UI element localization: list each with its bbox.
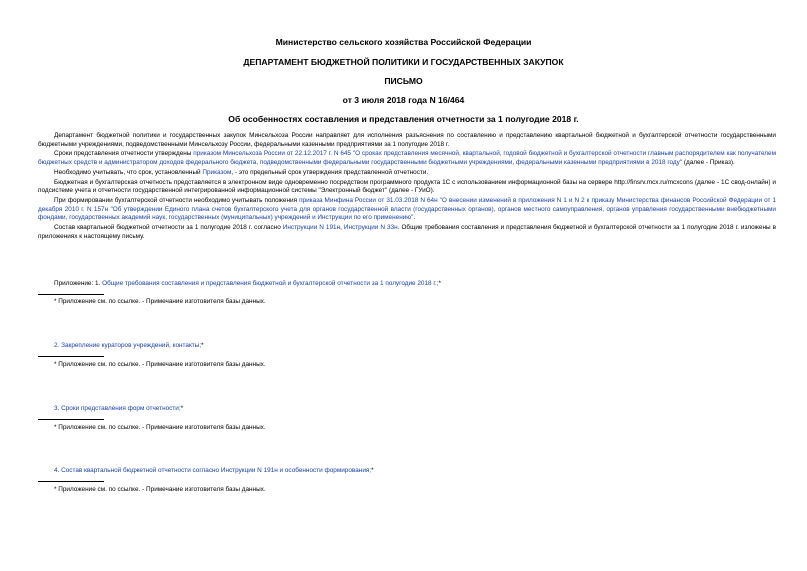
appendix-2-link[interactable]: 2. Закрепление кураторов учреждений, контакты; bbox=[54, 342, 202, 349]
paragraph-text: . Общие требования составления и представления бюджетной и бухгалтерской отчетности за 1 полугодие 2018 г. изложены в приложениях к настоящему письму. bbox=[38, 224, 776, 240]
footnote-marker: * bbox=[371, 467, 374, 474]
paragraph-text: Сроки представления отчетности утверждены bbox=[54, 150, 194, 158]
department-title: ДЕПАРТАМЕНТ БЮДЖЕТНОЙ ПОЛИТИКИ И ГОСУДАРСТВЕННЫХ ЗАКУПОК bbox=[243, 57, 564, 67]
paragraph-deadline-note bbox=[38, 169, 776, 178]
footnote-2: * Приложение см. по ссылке. - Примечание изготовителя базы данных. bbox=[54, 361, 266, 368]
paragraph-text: . bbox=[413, 214, 416, 222]
paragraph-text: (далее - Приказ). bbox=[682, 159, 735, 167]
order-link[interactable]: Приказом bbox=[202, 168, 232, 176]
instruction-33n-link[interactable]: Инструкции N 33н bbox=[343, 224, 398, 232]
footnote-3: * Приложение см. по ссылке. - Примечание изготовителя базы данных. bbox=[54, 424, 266, 431]
paragraph-intro: Департамент бюджетной политики и государственных закупок Минсельхоза России направляет для исполнения разъяснения по составлению и представлению квартальной бюджетной и бухгалтерской отчетности государственными бюджетными учреждениями, подведомственными Минсельхозу России, федеральными казенными предприятиями за 1 полугодие 2018 г. bbox=[38, 132, 776, 148]
paragraph-text: Необходимо учитывать, что срок, установленный bbox=[54, 168, 203, 176]
appendix-4 bbox=[38, 467, 776, 476]
footnote-1: * Приложение см. по ссылке. - Примечание изготовителя базы данных. bbox=[54, 298, 266, 305]
footnote-4: * Приложение см. по ссылке. - Примечание изготовителя базы данных. bbox=[54, 486, 266, 493]
minfin-order-64n-link[interactable]: приказа Минфина России от 31.03.2018 N 64н "О внесении изменений в приложения N 1 и N 2 к приказу Министерства финансов Российской Федерации от 1 декабря 2010 г. N 157н "Об утверждении Единого плана счетов бухгалтерского учета для органов государственной власти (государственных органов), органов местного самоуправления, органов управления государственными внебюджетными фондами, государственных академий наук, государственных (муниципальных) учреждений и Инструкции по его применению" bbox=[38, 196, 776, 222]
paragraph-electronic: Бюджетная и бухгалтерская отчетность представляется в электронном виде одновременно посредством программного продукта 1С с использованием информационной базы на сервере http://finsrv.mcx.ru/mcxcons (далее - 1С свод-онлайн) и подсистеме учета и отчетности государственной интегрированной информационной системы "Электронный бюджет" (далее - ГУиО). bbox=[38, 178, 776, 195]
paragraph-text: При формировании бухгалтерской отчетности необходимо учитывать положения bbox=[54, 196, 300, 204]
instruction-191n-link[interactable]: Инструкции N 191н bbox=[282, 224, 341, 232]
paragraph-composition bbox=[38, 224, 776, 241]
appendix-2 bbox=[38, 342, 776, 351]
footnote-divider bbox=[38, 356, 104, 357]
appendix-1-link[interactable]: Общие требования составления и представления бюджетной и бухгалтерской отчетности за 1 полугодие 2018 г.; bbox=[102, 280, 439, 287]
paragraph-text: , bbox=[340, 224, 344, 232]
document-type: ПИСЬМО bbox=[384, 76, 423, 86]
paragraph-accounting bbox=[38, 197, 776, 223]
paragraph-deadlines bbox=[38, 150, 776, 167]
letter-body bbox=[38, 132, 776, 242]
appendix-intro: Приложение: 1. bbox=[54, 280, 103, 287]
appendix-1 bbox=[38, 280, 776, 289]
footnote-marker: * bbox=[201, 342, 204, 349]
paragraph-text: , - это предельный срок утверждения представленной отчетности. bbox=[231, 168, 429, 176]
order-645-link[interactable]: приказом Минсельхоза России от 22.12.2017 г. N 645 "О сроках представления месячной, квартальной, годовой бюджетной и бухгалтерской отчетности главным распорядителем как получателем бюджетных средств и администратором доходов федерального бюджета, подведомственными федеральными государственными бюджетными учреждениями, федеральными казенными предприятиями в 2018 году" bbox=[38, 150, 776, 167]
footnote-divider bbox=[38, 481, 104, 482]
appendix-4-link[interactable]: 4. Состав квартальной бюджетной отчетности согласно Инструкции N 191н и особенности формирования; bbox=[54, 467, 372, 474]
ministry-title: Министерство сельского хозяйства Российской Федерации bbox=[275, 37, 532, 47]
document-date-number: от 3 июля 2018 года N 16/464 bbox=[342, 95, 465, 105]
appendix-3-link[interactable]: 3. Сроки представления форм отчетности; bbox=[54, 405, 181, 412]
document-subject: Об особенностях составления и представления отчетности за 1 полугодие 2018 г. bbox=[228, 114, 579, 124]
paragraph-text: Состав квартальной бюджетной отчетности за 1 полугодие 2018 г. согласно bbox=[54, 224, 283, 232]
appendix-3 bbox=[38, 405, 776, 414]
footnote-marker: * bbox=[438, 280, 441, 287]
footnote-divider bbox=[38, 294, 104, 295]
footnote-marker: * bbox=[180, 405, 184, 412]
footnote-divider bbox=[38, 419, 104, 420]
